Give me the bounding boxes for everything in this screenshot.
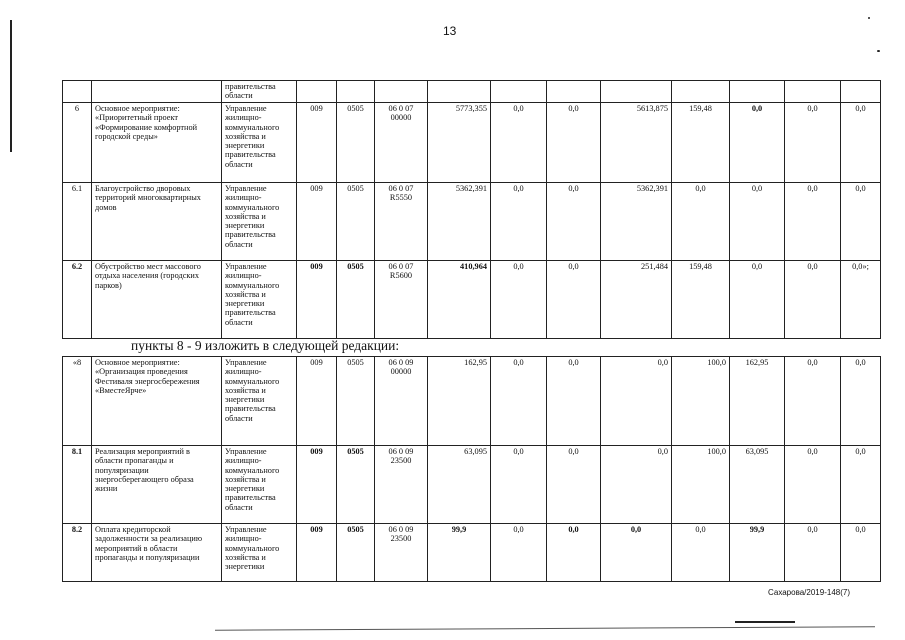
value-cell: 0,0»; [841,261,881,339]
grbs-code: 009 [297,261,337,339]
table-row [63,103,881,183]
value-cell: 0,0 [601,446,672,524]
value-total: 5362,391 [428,183,491,261]
value-cell: 100,0 [672,357,730,446]
table-row [63,261,881,339]
value-cell: 0,0 [491,103,547,183]
value-cell: 159,48 [672,103,730,183]
grbs-code: 009 [297,183,337,261]
value-cell: 0,0 [547,524,601,582]
org-cell: Управление жилищно-коммунального хозяйства и энергетики правительства области [222,183,297,261]
value-cell: 0,0 [730,183,785,261]
grbs-code: 009 [297,446,337,524]
bottom-mark [735,621,795,623]
value-total: 5773,355 [428,103,491,183]
value-cell: 63,095 [730,446,785,524]
table-row [63,524,881,582]
table-row [63,357,881,446]
value-cell: 0,0 [491,357,547,446]
target-code: 06 0 09 23500 [375,524,428,582]
section-code: 0505 [337,446,375,524]
value-cell: 0,0 [547,103,601,183]
value-cell: 0,0 [841,357,881,446]
event-name: Реализация мероприятий в области пропаганды и популяризации энергосберегающего образа жизни [92,446,222,524]
value-cell: 0,0 [841,103,881,183]
bottom-rule [215,626,875,630]
value-cell: 0,0 [601,357,672,446]
event-name: Основное мероприятие: «Организация проведения Фестиваля энергосбережения «ВместеЯрче» [92,357,222,446]
section-code: 0505 [337,183,375,261]
value-cell: 0,0 [547,357,601,446]
value-cell: 0,0 [785,524,841,582]
row-number: 8.1 [63,446,92,524]
value-cell: 0,0 [601,524,672,582]
org-cell: Управление жилищно-коммунального хозяйства и энергетики правительства области [222,261,297,339]
target-code: 06 0 09 00000 [375,357,428,446]
grbs-code: 009 [297,103,337,183]
value-total: 162,95 [428,357,491,446]
section-code: 0505 [337,103,375,183]
org-cell: Управление жилищно-коммунального хозяйства и энергетики правительства области [222,357,297,446]
row-number: 8.2 [63,524,92,582]
row-number: 6.1 [63,183,92,261]
table-row [63,446,881,524]
value-cell: 0,0 [672,183,730,261]
value-total: 99,9 [428,524,491,582]
event-name: Благоустройство дворовых территорий многоквартирных домов [92,183,222,261]
section-code: 0505 [337,357,375,446]
row-number: 6 [63,103,92,183]
section-code: 0505 [337,524,375,582]
value-cell: 0,0 [730,261,785,339]
value-cell: 0,0 [785,103,841,183]
value-cell: 0,0 [841,524,881,582]
table-row [63,81,881,103]
org-cell: Управление жилищно-коммунального хозяйства и энергетики [222,524,297,582]
value-cell: 0,0 [547,446,601,524]
target-code: 06 0 07 R5600 [375,261,428,339]
document-code: Сахарова/2019-148(7) [768,588,850,597]
value-cell: 5613,875 [601,103,672,183]
value-cell: 0,0 [491,261,547,339]
value-cell: 0,0 [491,183,547,261]
value-cell: 0,0 [491,524,547,582]
table-row [63,183,881,261]
row-number: 6.2 [63,261,92,339]
value-cell: 0,0 [730,103,785,183]
value-cell: 0,0 [785,446,841,524]
value-cell: 251,484 [601,261,672,339]
value-cell: 159,48 [672,261,730,339]
target-code: 06 0 09 23500 [375,446,428,524]
scan-edge-mark [10,20,12,152]
scan-speck [868,17,870,19]
value-cell: 162,95 [730,357,785,446]
value-cell: 0,0 [672,524,730,582]
event-name: Оплата кредиторской задолженности за реализацию мероприятий в области пропаганды и популяризации [92,524,222,582]
target-code: 06 0 07 00000 [375,103,428,183]
scan-speck [877,50,880,52]
budget-table-bottom [62,356,881,582]
value-cell: 0,0 [841,446,881,524]
value-cell: 0,0 [841,183,881,261]
amendment-instruction: пункты 8 - 9 изложить в следующей редакции: [131,338,400,353]
event-name: Основное мероприятие: «Приоритетный проект «Формирование комфортной городской среды» [92,103,222,183]
section-code: 0505 [337,261,375,339]
event-name: Обустройство мест массового отдыха населения (городских парков) [92,261,222,339]
value-cell: 0,0 [491,446,547,524]
row-number: «8 [63,357,92,446]
value-total: 63,095 [428,446,491,524]
grbs-code: 009 [297,524,337,582]
org-cell: правительства области [222,81,297,103]
target-code: 06 0 07 R5550 [375,183,428,261]
value-cell: 0,0 [785,357,841,446]
value-cell: 5362,391 [601,183,672,261]
grbs-code: 009 [297,357,337,446]
value-cell: 99,9 [730,524,785,582]
value-total: 410,964 [428,261,491,339]
page-number: 13 [443,24,457,38]
value-cell: 0,0 [785,261,841,339]
org-cell: Управление жилищно-коммунального хозяйства и энергетики правительства области [222,446,297,524]
budget-table-top [62,80,881,339]
org-cell: Управление жилищно-коммунального хозяйства и энергетики правительства области [222,103,297,183]
value-cell: 100,0 [672,446,730,524]
value-cell: 0,0 [785,183,841,261]
value-cell: 0,0 [547,261,601,339]
value-cell: 0,0 [547,183,601,261]
